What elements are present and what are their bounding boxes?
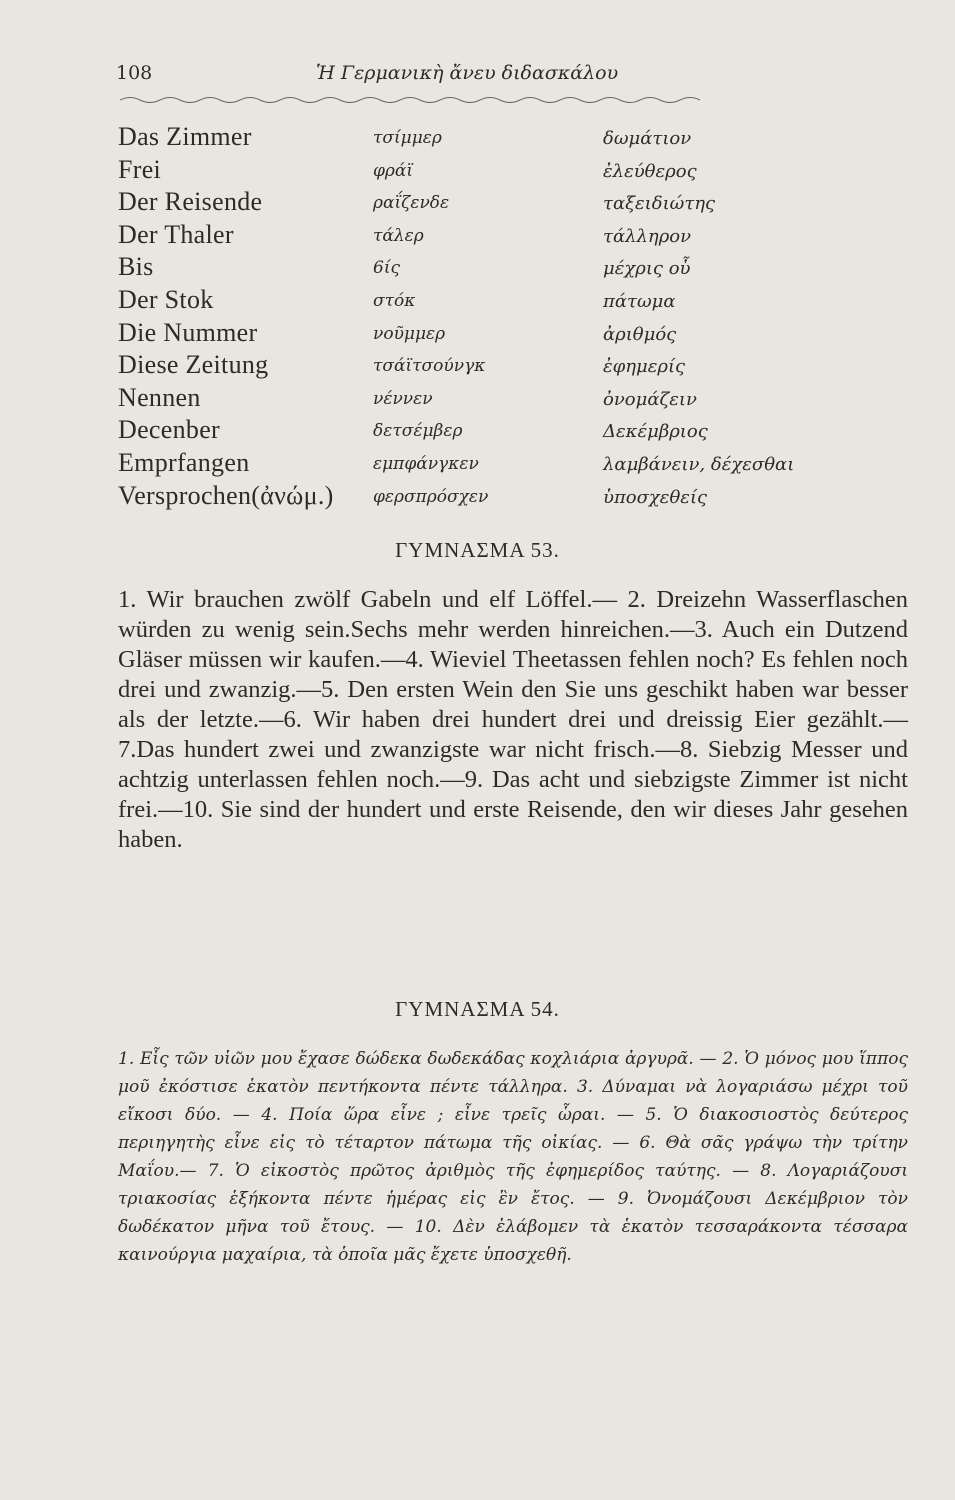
greek-translation: ἐλεύθερος — [603, 160, 697, 182]
german-word: Bis — [118, 252, 154, 282]
greek-translation: ὑποσχεθείς — [603, 486, 708, 508]
pronunciation: φερσπρόσχεν — [373, 486, 489, 507]
running-title: Ἡ Γερμανικὴ ἄνευ διδασκάλου — [316, 62, 619, 84]
german-word: Der Reisende — [118, 187, 263, 217]
pronunciation: τσίμμερ — [373, 128, 442, 148]
german-word: Das Zimmer — [118, 122, 252, 151]
german-word: Der Thaler — [118, 219, 234, 249]
greek-translation: ἐφημερίς — [603, 356, 686, 378]
vocab-row — [118, 383, 908, 416]
page-header — [116, 62, 906, 92]
german-word: Nennen — [118, 382, 201, 412]
vocab-row — [118, 187, 908, 220]
german-word: Diese Zeitung — [118, 350, 269, 380]
header-rule — [120, 94, 910, 106]
greek-translation: πάτωμα — [603, 290, 676, 312]
pronunciation: τσάϊτσούνγκ — [373, 356, 486, 377]
vocab-row — [118, 481, 908, 514]
greek-translation: μέχρις οὗ — [603, 258, 691, 280]
german-word: Frei — [118, 154, 162, 184]
vocab-row — [118, 415, 908, 448]
pronunciation: εμπφάνγκεν — [373, 453, 479, 474]
pronunciation: νέννεν — [373, 388, 433, 409]
vocab-row — [118, 122, 908, 155]
page-number: 108 — [116, 62, 153, 84]
vocabulary-table — [118, 122, 908, 513]
exercise-54-text: 1. Εἷς τῶν υἱῶν μου ἔχασε δώδεκα δωδεκάδας κοχλιάρια ἀργυρᾶ. — 2. Ὁ μόνος μου ἵππος μοῦ ἐκόστισε ἑκατὸν πεντήκοντα πέντε τάλληρα. 3. Δύναμαι νὰ λογαριάσω μέχρι τοῦ εἴκοσι δύο. — 4. Ποία ὥρα εἶνε ; εἶνε τρεῖς ὧραι. — 5. Ὁ διακοσιοστὸς δεύτερος περιηγητὴς εἶνε εἰς τὸ τέταρτον πάτωμα τῆς οἰκίας. — 6. Θὰ σᾶς γράψω τὴν τρίτην Μαΐου.— 7. Ὁ εἰκοστὸς πρῶτος ἀριθμὸς τῆς ἐφημερίδος ταύτης. — 8. Λογαριάζουσι τριακοσίας ἑξήκοντα πέντε ἡμέρας εἰς ἓν ἔτος. — 9. Ὀνομάζουσι Δεκέμβριον τὸν δωδέκατον μῆνα τοῦ ἔτους. — 10. Δὲν ἐλάβομεν τὰ ἑκατὸν τεσσαράκοντα τέσσαρα καινούργια μαχαίρια, τὰ ὁποῖα μᾶς ἔχετε ὑποσχεθῆ. — [118, 1049, 908, 1265]
german-word: Versprochen(ἀνώμ.) — [118, 480, 334, 510]
exercise-53-title: ΓΥΜΝΑΣΜΑ 53. — [395, 538, 560, 562]
pronunciation: νοῦμμερ — [373, 323, 446, 344]
pronunciation: 6ίς — [373, 258, 401, 279]
exercise-53-text: 1. Wir brauchen zwölf Gabeln und elf Löffel.— 2. Dreizehn Wasserflaschen würden zu wenig sein.Sechs mehr werden hinreichen.—3. Auch ein Dutzend Gläser müssen wir kaufen.—4. Wieviel Theetassen fehlen noch? Es fehlen noch drei und zwanzig.—5. Den ersten Wein den Sie uns geschikt haben war besser als der letzte.—6. Wir haben drei hundert drei und dreissig Eier gezählt.— 7.Das hundert zwei und zwanzigste war nicht frisch.—8. Siebzig Messer und achtzig unterlassen fehlen noch.—9. Das acht und siebzigste Zimmer ist nicht frei.—10. Sie sind der hundert und erste Reisende, den wir dieses Jahr gesehen haben. — [118, 586, 908, 853]
greek-translation: ἀριθμός — [603, 323, 677, 345]
greek-translation: ταξειδιώτης — [603, 193, 716, 215]
greek-translation: δωμάτιον — [603, 128, 692, 149]
exercise-54-title: ΓΥΜΝΑΣΜΑ 54. — [395, 997, 560, 1021]
greek-translation: ὀνομάζειν — [603, 388, 697, 410]
greek-translation: Δεκέμβριος — [603, 421, 708, 443]
german-word: Decenber — [118, 415, 220, 445]
greek-translation: τάλληρον — [603, 225, 692, 247]
vocab-row — [118, 448, 908, 481]
german-word: Emprfangen — [118, 447, 250, 477]
pronunciation: στόκ — [373, 290, 416, 311]
pronunciation: φράϊ — [373, 160, 414, 181]
german-word: Der Stok — [118, 284, 214, 314]
pronunciation: δετσέμβερ — [373, 421, 463, 442]
pronunciation: τάλερ — [373, 225, 424, 246]
vocab-row — [118, 318, 908, 351]
german-word: Die Nummer — [118, 317, 258, 347]
vocab-row — [118, 285, 908, 318]
vocab-row — [118, 155, 908, 188]
vocab-row — [118, 350, 908, 383]
vocab-row — [118, 252, 908, 285]
greek-translation: λαμβάνειν, δέχεσθαι — [603, 453, 795, 475]
vocab-row — [118, 220, 908, 253]
pronunciation: ραΐζενδε — [373, 193, 450, 214]
